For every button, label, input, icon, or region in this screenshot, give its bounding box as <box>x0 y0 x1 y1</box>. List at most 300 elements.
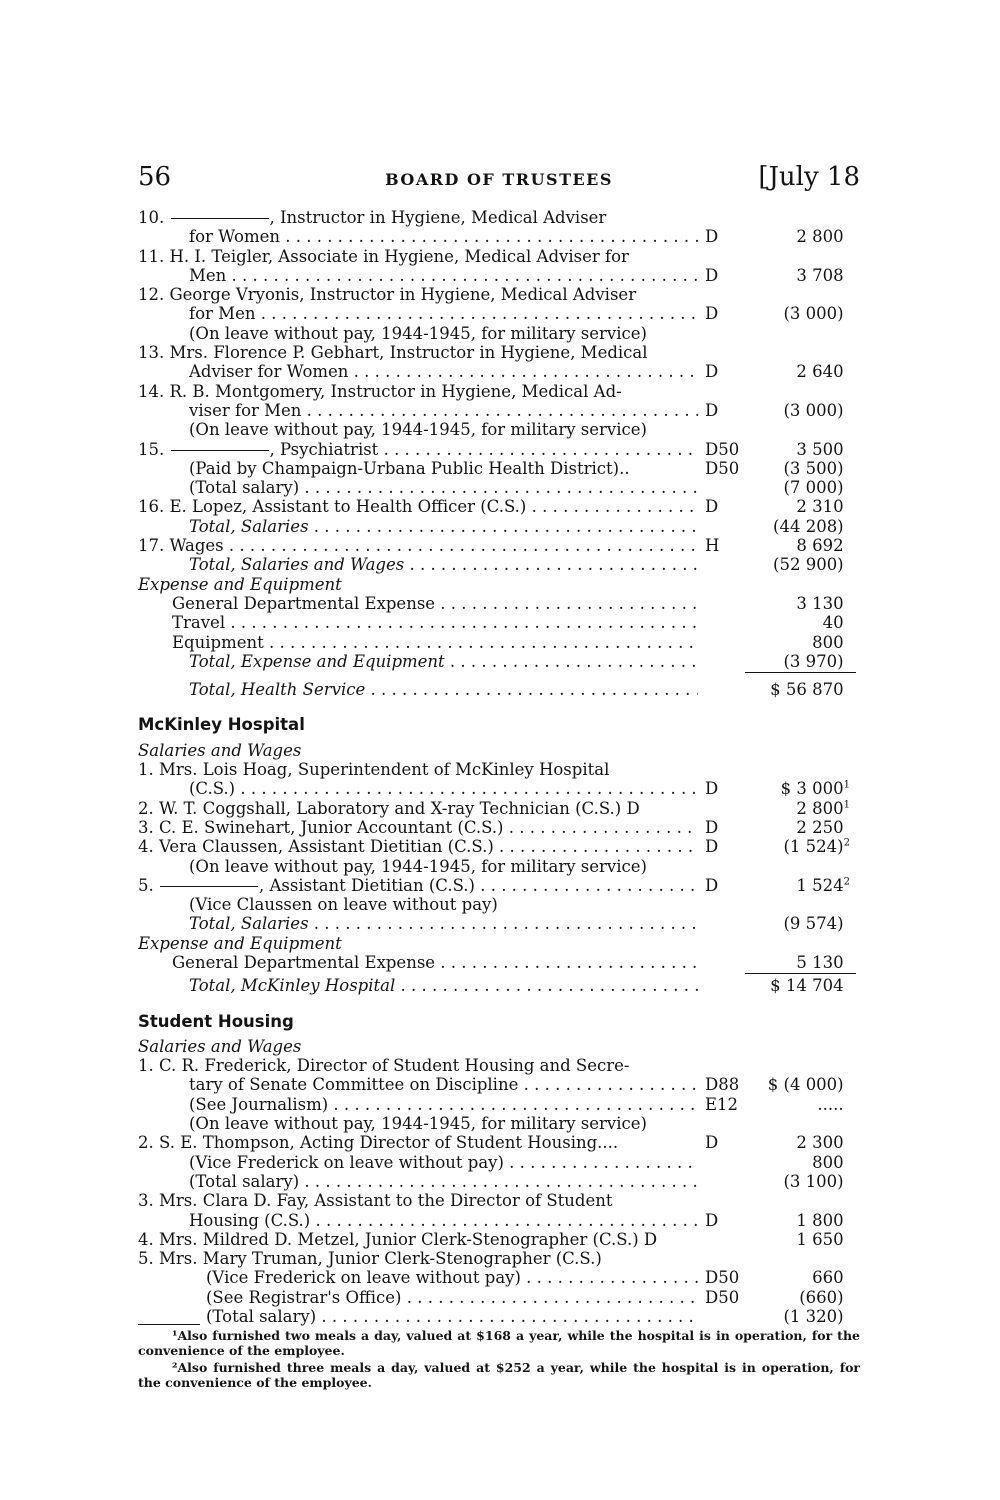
line-label: (Vice Frederick on leave without pay) <box>206 1268 521 1288</box>
budget-line <box>138 555 860 574</box>
budget-line <box>138 1268 860 1287</box>
budget-line <box>138 1230 860 1249</box>
line-label: (On leave without pay, 1944-1945, for military service) <box>189 1114 647 1134</box>
line-label: (C.S.) <box>189 779 236 799</box>
amount-value: 1 650 <box>796 1229 844 1249</box>
line-text <box>138 1056 698 1075</box>
budget-line <box>138 575 860 594</box>
budget-line <box>138 914 860 933</box>
budget-line <box>138 324 860 343</box>
footnote-marker: 2 <box>843 837 850 849</box>
budget-line <box>138 857 860 876</box>
amount <box>740 1230 850 1249</box>
line-text <box>138 575 698 594</box>
leader-dots <box>521 1268 698 1287</box>
budget-line <box>138 934 860 953</box>
budget-line <box>138 478 860 497</box>
amount-value: 40 <box>822 613 844 633</box>
budget-line <box>138 1307 860 1326</box>
amount-value: 800 <box>812 632 844 652</box>
line-label: 4. Mrs. Mildred D. Metzel, Junior Clerk-Stenographer (C.S.) D <box>138 1229 658 1249</box>
amount-value: ..... <box>817 1094 844 1114</box>
fund-code: D <box>705 1133 719 1153</box>
amount <box>740 362 850 381</box>
amount-value: $ (4 000) <box>767 1075 844 1095</box>
blank-name-rule <box>171 450 269 451</box>
line-label: , Assistant Dietitian (C.S.) <box>259 875 475 895</box>
budget-line <box>138 594 860 613</box>
leader-dots <box>518 1075 698 1094</box>
page-header <box>138 162 860 198</box>
line-text <box>189 652 698 671</box>
line-text <box>138 799 698 818</box>
leader-dots <box>310 1211 698 1230</box>
budget-line <box>138 1211 860 1230</box>
line-label: 3. Mrs. Clara D. Fay, Assistant to the Director of Student <box>138 1191 613 1211</box>
amount-value: (3 000) <box>783 400 844 420</box>
line-text <box>189 779 698 798</box>
fund-code: D <box>705 400 719 420</box>
line-text <box>189 401 698 420</box>
page-number: 56 <box>138 162 172 192</box>
line-text <box>172 594 698 613</box>
line-label: Adviser for Women <box>189 362 349 382</box>
line-text <box>189 478 698 497</box>
amount <box>740 876 850 895</box>
fund-code: D50 <box>705 458 740 478</box>
budget-line <box>138 1133 860 1152</box>
budget-line <box>138 633 860 652</box>
leader-dots <box>348 362 698 381</box>
budget-line <box>138 976 860 995</box>
line-label: 12. George Vryonis, Instructor in Hygiene, Medical Adviser <box>138 285 637 305</box>
line-label: 4. Vera Claussen, Assistant Dietitian (C.S.) <box>138 837 494 857</box>
line-text <box>189 459 698 478</box>
amount-value: (1 320) <box>783 1307 844 1327</box>
budget-line <box>138 536 860 555</box>
leader-dots <box>299 478 698 497</box>
italic-label: Total, Salaries <box>189 914 309 934</box>
line-text <box>138 440 698 459</box>
amount-value: (9 574) <box>783 914 844 934</box>
italic-label: Salaries and Wages <box>138 1036 302 1056</box>
fund-code: E12 <box>705 1094 739 1114</box>
line-label: General Departmental Expense <box>172 952 436 972</box>
budget-line <box>138 1095 860 1114</box>
fund-code: D <box>705 1210 719 1230</box>
amount-value: 2 250 <box>796 817 844 837</box>
line-label: (See Journalism) <box>189 1094 329 1114</box>
line-label: tary of Senate Committee on Discipline <box>189 1075 519 1095</box>
line-text <box>189 517 698 536</box>
leader-dots <box>504 1153 698 1172</box>
fund-code: D <box>705 362 719 382</box>
amount <box>740 478 850 497</box>
budget-line <box>138 1037 860 1056</box>
line-label: (Total salary) <box>206 1307 317 1327</box>
amount-value: $ 56 870 <box>770 680 844 700</box>
leader-dots <box>378 440 698 459</box>
line-text <box>138 1012 698 1031</box>
amount-value: 2 300 <box>796 1133 844 1153</box>
amount-value: (44 208) <box>773 516 844 536</box>
italic-label: Total, Expense and Equipment <box>189 651 445 671</box>
line-text <box>138 208 698 227</box>
budget-line <box>138 779 860 798</box>
line-text <box>189 555 698 574</box>
amount <box>740 633 850 652</box>
line-label: 15. <box>138 439 170 459</box>
line-label: (On leave without pay, 1944-1945, for military service) <box>189 856 647 876</box>
amount-value: 800 <box>812 1152 844 1172</box>
line-text <box>189 680 698 699</box>
budget-line <box>138 266 860 285</box>
section-heading <box>138 1012 860 1031</box>
amount <box>740 613 850 632</box>
fund-code: D <box>705 779 719 799</box>
footnote-2: ²Also furnished three meals a day, valued at $252 a year, while the hospital is in operation, for the convenience of the employee. <box>138 1360 860 1390</box>
line-text <box>138 715 698 734</box>
amount <box>740 1172 850 1191</box>
line-text <box>189 1153 698 1172</box>
budget-line <box>138 517 860 536</box>
leader-dots <box>435 953 698 972</box>
amount <box>740 517 850 536</box>
budget-line <box>138 304 860 323</box>
line-label: for Men <box>189 304 256 324</box>
amount <box>740 1075 850 1094</box>
line-text <box>189 914 698 933</box>
line-text <box>138 837 698 856</box>
amount <box>740 459 850 478</box>
fund-code: D <box>705 227 719 247</box>
line-label: (See Registrar's Office) <box>206 1287 402 1307</box>
line-text <box>206 1307 698 1326</box>
line-label: 1. Mrs. Lois Hoag, Superintendent of McKinley Hospital <box>138 760 610 780</box>
budget-line <box>138 1056 860 1075</box>
running-title: BOARD OF TRUSTEES <box>385 170 613 189</box>
amount <box>740 227 850 246</box>
footnote-marker: 1 <box>843 799 850 811</box>
amount <box>740 1133 850 1152</box>
line-text <box>138 818 698 837</box>
line-text <box>189 266 698 285</box>
footnote-marker: 2 <box>843 876 850 888</box>
line-label: 11. H. I. Teigler, Associate in Hygiene, Medical Adviser for <box>138 246 629 266</box>
fund-code: H <box>705 536 720 556</box>
amount <box>740 555 850 574</box>
budget-listing <box>138 208 860 1326</box>
leader-dots <box>504 818 699 837</box>
budget-line <box>138 420 860 439</box>
line-text <box>138 1133 698 1152</box>
amount <box>740 536 850 555</box>
leader-dots <box>264 633 698 652</box>
line-text <box>138 741 698 760</box>
amount <box>740 1307 850 1326</box>
budget-line <box>138 227 860 246</box>
line-label: , Instructor in Hygiene, Medical Adviser <box>269 208 607 227</box>
line-label: for Women <box>189 227 280 247</box>
amount <box>740 680 850 699</box>
budget-line <box>138 613 860 632</box>
line-label: 3. C. E. Swinehart, Junior Accountant (C.S.) <box>138 817 504 837</box>
section-title: McKinley Hospital <box>138 715 305 735</box>
line-text <box>138 1037 698 1056</box>
budget-line <box>138 799 860 818</box>
line-text <box>189 362 698 381</box>
line-label: 1. C. R. Frederick, Director of Student Housing and Secre- <box>138 1056 630 1076</box>
line-text <box>138 497 698 516</box>
amount-value: (3 500) <box>783 458 844 478</box>
line-text <box>189 1114 698 1133</box>
budget-line <box>138 1075 860 1094</box>
line-text <box>138 536 698 555</box>
amount <box>740 652 850 671</box>
footnote-1: ¹Also furnished two meals a day, valued at $168 a year, while the hospital is in operation, for the convenience of the employee. <box>138 1328 860 1358</box>
leader-dots <box>401 1288 698 1307</box>
line-label: 14. R. B. Montgomery, Instructor in Hygiene, Medical Ad- <box>138 381 622 401</box>
fund-code: D <box>705 817 719 837</box>
amount <box>740 1095 850 1114</box>
line-text <box>138 1230 698 1249</box>
budget-line <box>138 1288 860 1307</box>
section-heading <box>138 715 860 734</box>
line-text <box>138 1249 698 1268</box>
line-text <box>138 876 698 895</box>
leader-dots <box>299 1172 698 1191</box>
leader-dots <box>365 680 698 699</box>
amount-value: $ 3 000 <box>780 779 844 799</box>
amount-value: $ 14 704 <box>770 976 844 996</box>
budget-line <box>138 1114 860 1133</box>
line-label: General Departmental Expense <box>172 593 436 613</box>
line-label: 16. E. Lopez, Assistant to Health Officer (C.S.) <box>138 497 527 517</box>
budget-line <box>138 1249 860 1268</box>
budget-line <box>138 953 860 972</box>
line-label: (Total salary) <box>189 1171 300 1191</box>
leader-dots <box>435 594 698 613</box>
leader-dots <box>224 536 698 555</box>
line-text <box>189 1211 698 1230</box>
leader-dots <box>225 613 698 632</box>
amount-value: 2 800 <box>796 798 844 818</box>
line-text <box>172 613 698 632</box>
budget-line <box>138 285 860 304</box>
budget-line <box>138 497 860 516</box>
line-text <box>138 934 698 953</box>
budget-line <box>138 818 860 837</box>
leader-dots <box>328 1095 698 1114</box>
line-text <box>138 247 698 266</box>
amount <box>740 594 850 613</box>
footnote-marker: 1 <box>843 779 850 791</box>
italic-label: Total, Health Service <box>189 680 366 700</box>
budget-line <box>138 1172 860 1191</box>
budget-line <box>138 876 860 895</box>
budget-line <box>138 382 860 401</box>
budget-line <box>138 401 860 420</box>
italic-label: Expense and Equipment <box>138 933 342 953</box>
line-label: 17. Wages <box>138 536 224 556</box>
italic-label: Total, Salaries and Wages <box>189 555 405 575</box>
leader-dots <box>235 779 698 798</box>
budget-line <box>138 440 860 459</box>
amount <box>740 976 850 995</box>
amount <box>740 401 850 420</box>
line-text <box>206 1288 698 1307</box>
leader-dots <box>494 837 698 856</box>
budget-line <box>138 837 860 856</box>
running-date: [July 18 <box>758 162 860 192</box>
section-title: Student Housing <box>138 1011 294 1031</box>
amount-value: 8 692 <box>796 536 844 556</box>
line-label: 13. Mrs. Florence P. Gebhart, Instructor in Hygiene, Medical <box>138 343 648 363</box>
amount <box>740 799 850 818</box>
amount <box>740 304 850 323</box>
line-text <box>189 1075 698 1094</box>
amount-value: 2 800 <box>796 227 844 247</box>
line-text <box>189 1172 698 1191</box>
leader-dots <box>526 497 698 516</box>
line-label: Equipment <box>172 632 264 652</box>
fund-code: D <box>705 837 719 857</box>
italic-label: Expense and Equipment <box>138 574 342 594</box>
line-text <box>172 953 698 972</box>
line-label: viser for Men <box>189 400 302 420</box>
amount-value: (3 970) <box>783 651 844 671</box>
line-text <box>189 895 698 914</box>
line-label: Men <box>189 265 227 285</box>
blank-name-rule <box>171 218 269 219</box>
leader-dots <box>309 517 698 536</box>
amount <box>740 1288 850 1307</box>
line-text <box>189 1095 698 1114</box>
budget-line <box>138 652 860 671</box>
fund-code: D <box>705 497 719 517</box>
amount <box>740 497 850 516</box>
amount-value: 3 708 <box>796 265 844 285</box>
amount-value: (1 524) <box>783 837 844 857</box>
budget-line <box>138 741 860 760</box>
line-text <box>172 633 698 652</box>
amount <box>740 837 850 856</box>
footnote-rule <box>138 1324 200 1325</box>
amount-value: 3 500 <box>796 439 844 459</box>
italic-label: Salaries and Wages <box>138 740 302 760</box>
amount <box>740 1211 850 1230</box>
amount-value: 5 130 <box>796 952 844 972</box>
line-label: (Total salary) <box>189 478 300 498</box>
line-label: 2. S. E. Thompson, Acting Director of Student Housing.... <box>138 1133 619 1153</box>
amount-value: 1 800 <box>796 1210 844 1230</box>
line-text <box>189 227 698 246</box>
line-text <box>138 382 698 401</box>
fund-code: D <box>705 875 719 895</box>
line-text <box>138 1191 698 1210</box>
leader-dots <box>226 266 698 285</box>
line-label: (On leave without pay, 1944-1945, for military service) <box>189 323 647 343</box>
leader-dots <box>445 652 698 671</box>
amount-value: 2 310 <box>796 497 844 517</box>
line-label: (Vice Claussen on leave without pay) <box>189 895 498 915</box>
line-text <box>138 285 698 304</box>
budget-line <box>138 1153 860 1172</box>
amount <box>740 779 850 798</box>
amount-value: 2 640 <box>796 362 844 382</box>
amount-value: 3 130 <box>796 593 844 613</box>
line-label: Housing (C.S.) <box>189 1210 311 1230</box>
amount <box>740 818 850 837</box>
amount <box>740 266 850 285</box>
line-text <box>138 343 698 362</box>
amount-value: (3 100) <box>783 1171 844 1191</box>
line-label: 5. <box>138 875 159 895</box>
amount-value: 1 524 <box>796 875 844 895</box>
line-text <box>189 976 698 995</box>
leader-dots <box>255 304 698 323</box>
italic-label: Total, McKinley Hospital <box>189 976 396 996</box>
line-text <box>189 304 698 323</box>
amount <box>740 440 850 459</box>
fund-code: D88 <box>705 1075 740 1095</box>
leader-dots <box>316 1307 698 1326</box>
line-text <box>189 420 698 439</box>
line-label: 10. <box>138 208 170 227</box>
line-text <box>138 760 698 779</box>
fund-code: D50 <box>705 1287 740 1307</box>
fund-code: D50 <box>705 1268 740 1288</box>
budget-line <box>138 343 860 362</box>
line-label: (Paid by Champaign-Urbana Public Health District).. <box>189 458 630 478</box>
budget-line <box>138 680 860 699</box>
leader-dots <box>280 227 698 246</box>
fund-code: D <box>705 265 719 285</box>
budget-line <box>138 459 860 478</box>
amount <box>740 1268 850 1287</box>
amount-value: (52 900) <box>773 555 844 575</box>
footnotes <box>138 1328 860 1392</box>
line-label: (On leave without pay, 1944-1945, for military service) <box>189 420 647 440</box>
line-label: 5. Mrs. Mary Truman, Junior Clerk-Stenographer (C.S.) <box>138 1249 602 1269</box>
blank-name-rule <box>160 886 258 887</box>
line-text <box>189 857 698 876</box>
line-label: Travel <box>172 613 226 633</box>
budget-line <box>138 208 860 227</box>
fund-code: D <box>705 304 719 324</box>
amount <box>740 1153 850 1172</box>
leader-dots <box>404 555 698 574</box>
budget-line <box>138 1191 860 1210</box>
budget-line <box>138 362 860 381</box>
italic-label: Total, Salaries <box>189 516 309 536</box>
budget-line <box>138 895 860 914</box>
amount <box>740 953 850 972</box>
line-label: , Psychiatrist <box>269 439 379 459</box>
leader-dots <box>475 876 698 895</box>
leader-dots <box>309 914 698 933</box>
amount-value: 660 <box>812 1268 844 1288</box>
line-text <box>206 1268 698 1287</box>
amount-value: (660) <box>799 1287 844 1307</box>
amount-value: (7 000) <box>783 478 844 498</box>
amount-value: (3 000) <box>783 304 844 324</box>
fund-code: D50 <box>705 439 740 459</box>
line-text <box>189 324 698 343</box>
line-label: 2. W. T. Coggshall, Laboratory and X-ray Technician (C.S.) D <box>138 798 640 818</box>
leader-dots <box>301 401 698 420</box>
leader-dots <box>395 976 698 995</box>
